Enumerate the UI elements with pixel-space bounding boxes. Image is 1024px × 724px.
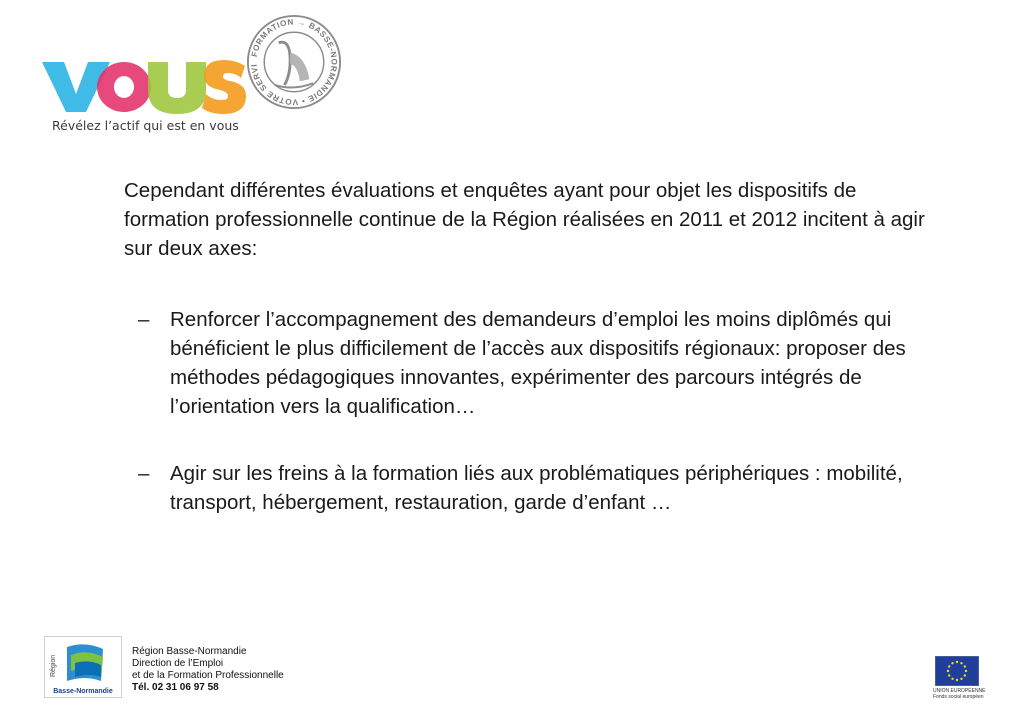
intro-paragraph: Cependant différentes évaluations et enquêtes ayant pour objet les dispositifs de formation professionnelle continue de la Région réalisées en 2011 et 2012 incitent à agir sur deux axes: — [124, 179, 925, 260]
eu-star — [960, 678, 962, 680]
seal-text: FORMATION → BASSE-NORMANDIE • VOTRE SERVI — [249, 17, 339, 107]
bullet-item — [138, 459, 928, 517]
eu-star — [947, 670, 949, 672]
eu-caption — [933, 688, 986, 700]
vous-tagline: Révélez l’actif qui est en vous — [52, 118, 239, 133]
eu-star — [964, 665, 966, 667]
bullet-item — [138, 305, 928, 421]
eu-star — [956, 679, 958, 681]
vous-logo — [40, 56, 250, 138]
eu-caption-line1: UNION EUROPÉENNE — [933, 688, 986, 694]
region-basse-normandie-logo — [44, 636, 122, 698]
bullet-text: Agir sur les freins à la formation liés aux problématiques périphériques : mobilité, transport, hébergement, restauration, garde d’enfant … — [170, 462, 903, 514]
vous-u-letter — [148, 62, 206, 114]
region-logo-vertical-text: Région — [50, 654, 57, 677]
eu-star — [960, 662, 962, 664]
vous-s-letter — [202, 60, 246, 114]
eu-star — [965, 670, 967, 672]
bullet-text: Renforcer l’accompagnement des demandeurs d’emploi les moins diplômés qui bénéficient le plus difficilement de l’accès aux dispositifs régionaux: proposer des méthodes pédagogiques innovantes, expérimenter des parcours intégrés de l’orientation vers la qualification… — [170, 308, 906, 418]
eu-star — [964, 674, 966, 676]
bullet-dash: – — [138, 462, 150, 485]
footer-line: Direction de l’Emploi — [132, 658, 224, 669]
bullet-dash: – — [138, 308, 150, 331]
formation-seal-icon — [246, 14, 342, 110]
eu-star — [951, 662, 953, 664]
footer-line: et de la Formation Professionnelle — [132, 670, 284, 681]
vous-wordmark — [40, 56, 250, 116]
footer-contact-block — [132, 646, 284, 694]
eu-star — [948, 665, 950, 667]
eu-caption-line2: Fonds social européen — [933, 694, 984, 700]
eu-star — [948, 674, 950, 676]
eu-star — [951, 678, 953, 680]
footer-phone: Tél. 02 31 06 97 58 — [132, 682, 219, 693]
eu-star — [956, 661, 958, 663]
footer-line: Région Basse-Normandie — [132, 646, 247, 657]
eu-flag-icon — [935, 656, 979, 686]
region-logo-name: Basse-Normandie — [53, 688, 113, 695]
bullet-list — [138, 305, 928, 555]
